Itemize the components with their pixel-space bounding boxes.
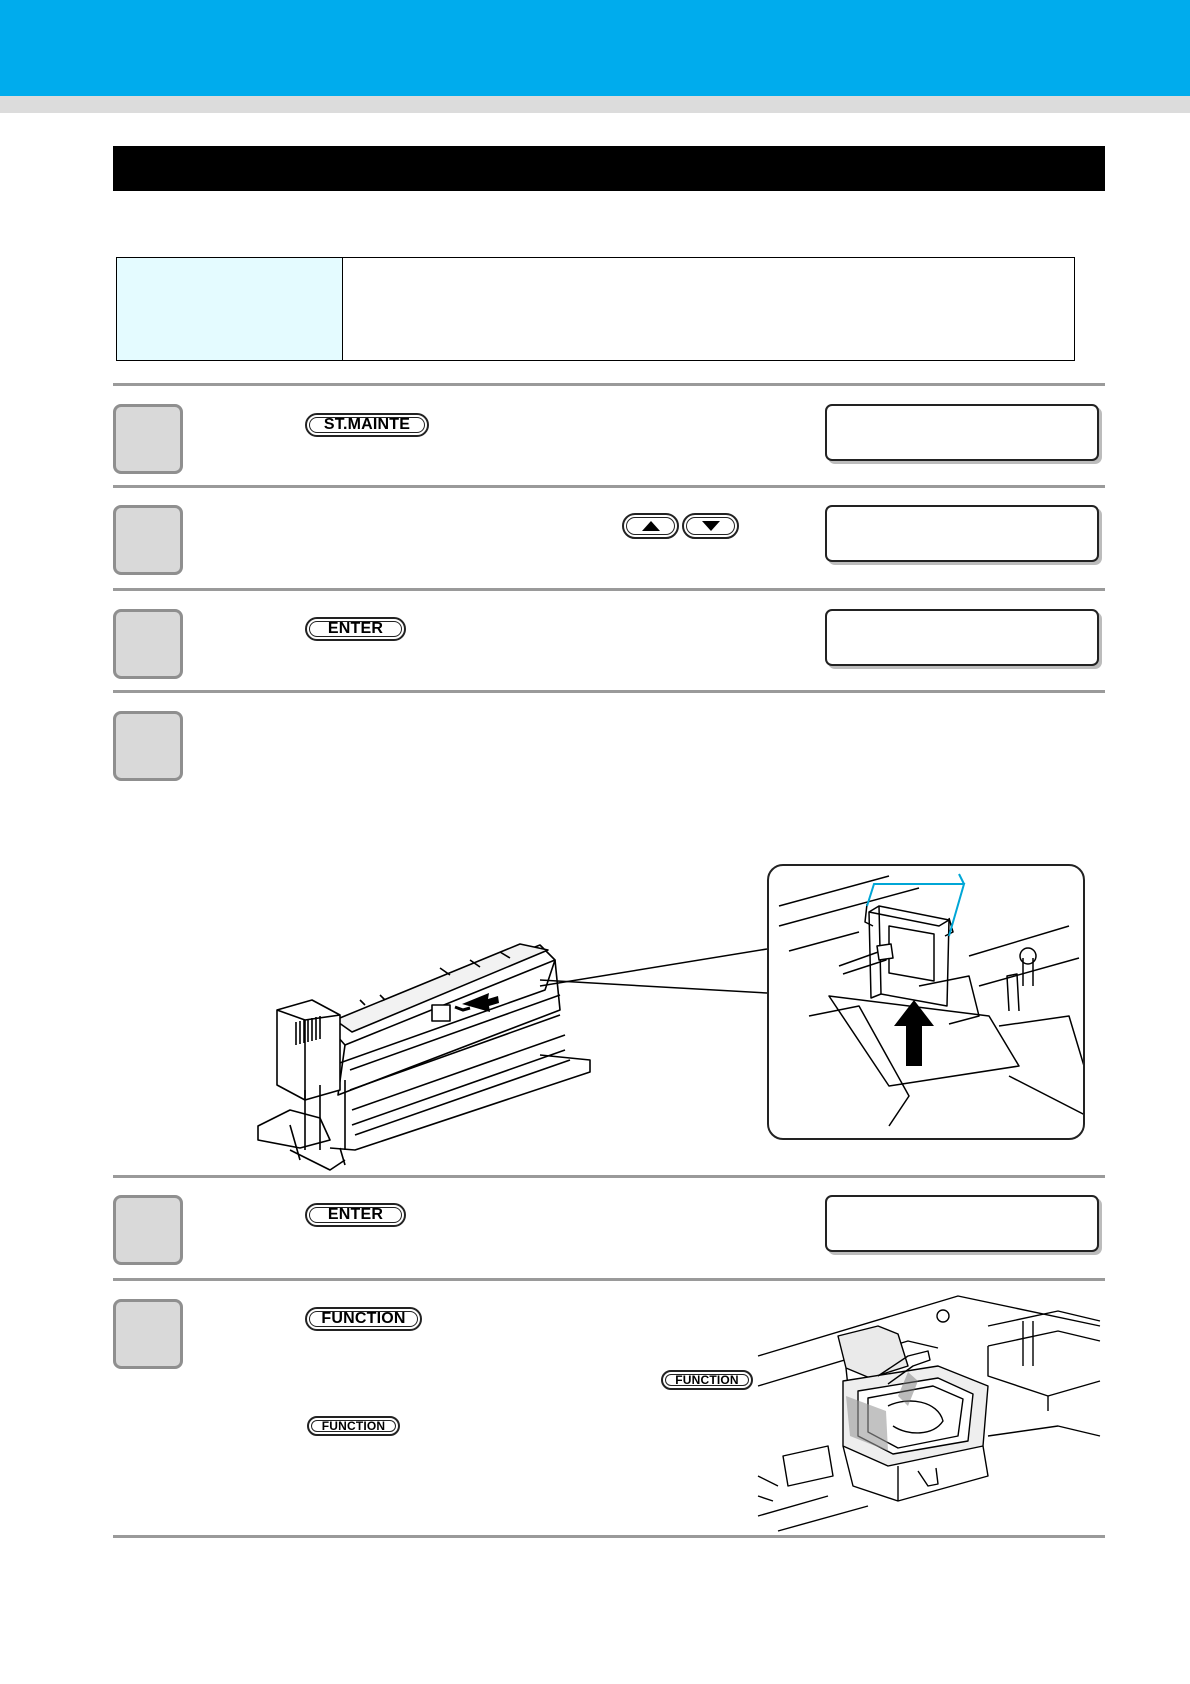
up-key xyxy=(622,513,679,539)
function-key-label: FUNCTION xyxy=(309,1311,418,1327)
lcd-display xyxy=(825,505,1099,562)
st-mainte-key xyxy=(305,413,429,437)
header-band xyxy=(0,0,1190,96)
info-table-label-cell xyxy=(117,258,343,360)
function-key xyxy=(305,1307,422,1331)
step-number-box-4 xyxy=(113,711,183,781)
wiper-closeup-drawing xyxy=(769,866,1085,1140)
down-key xyxy=(682,513,739,539)
lcd-display xyxy=(825,609,1099,666)
step-divider xyxy=(113,588,1105,591)
cap-closeup-illustration xyxy=(767,864,1085,1140)
step-divider xyxy=(113,1175,1105,1178)
down-triangle-icon xyxy=(701,520,721,532)
step-divider xyxy=(113,485,1105,488)
enter-key-label: ENTER xyxy=(309,621,402,637)
step-divider xyxy=(113,690,1105,693)
function-key-small xyxy=(661,1370,753,1390)
step-divider xyxy=(113,383,1105,386)
step-number-box-3 xyxy=(113,609,183,679)
enter-key xyxy=(305,1203,406,1227)
step-number-box-5 xyxy=(113,1195,183,1265)
header-sub-band xyxy=(0,96,1190,113)
info-table xyxy=(116,257,1075,361)
section-title-bar xyxy=(113,146,1105,191)
capping-station-illustration xyxy=(758,1286,1100,1531)
step-number-box-6 xyxy=(113,1299,183,1369)
function-key-small xyxy=(307,1416,400,1436)
info-table-content-cell xyxy=(343,258,1074,360)
enter-key xyxy=(305,617,406,641)
step-number-box-1 xyxy=(113,404,183,474)
st-mainte-key-label: ST.MAINTE xyxy=(309,417,425,433)
function-key-label: FUNCTION xyxy=(311,1420,396,1432)
step-divider xyxy=(113,1278,1105,1281)
step-divider xyxy=(113,1535,1105,1538)
up-triangle-icon xyxy=(641,520,661,532)
function-key-label: FUNCTION xyxy=(665,1374,749,1386)
lcd-display xyxy=(825,404,1099,461)
enter-key-label: ENTER xyxy=(309,1207,402,1223)
step-number-box-2 xyxy=(113,505,183,575)
lcd-display xyxy=(825,1195,1099,1252)
